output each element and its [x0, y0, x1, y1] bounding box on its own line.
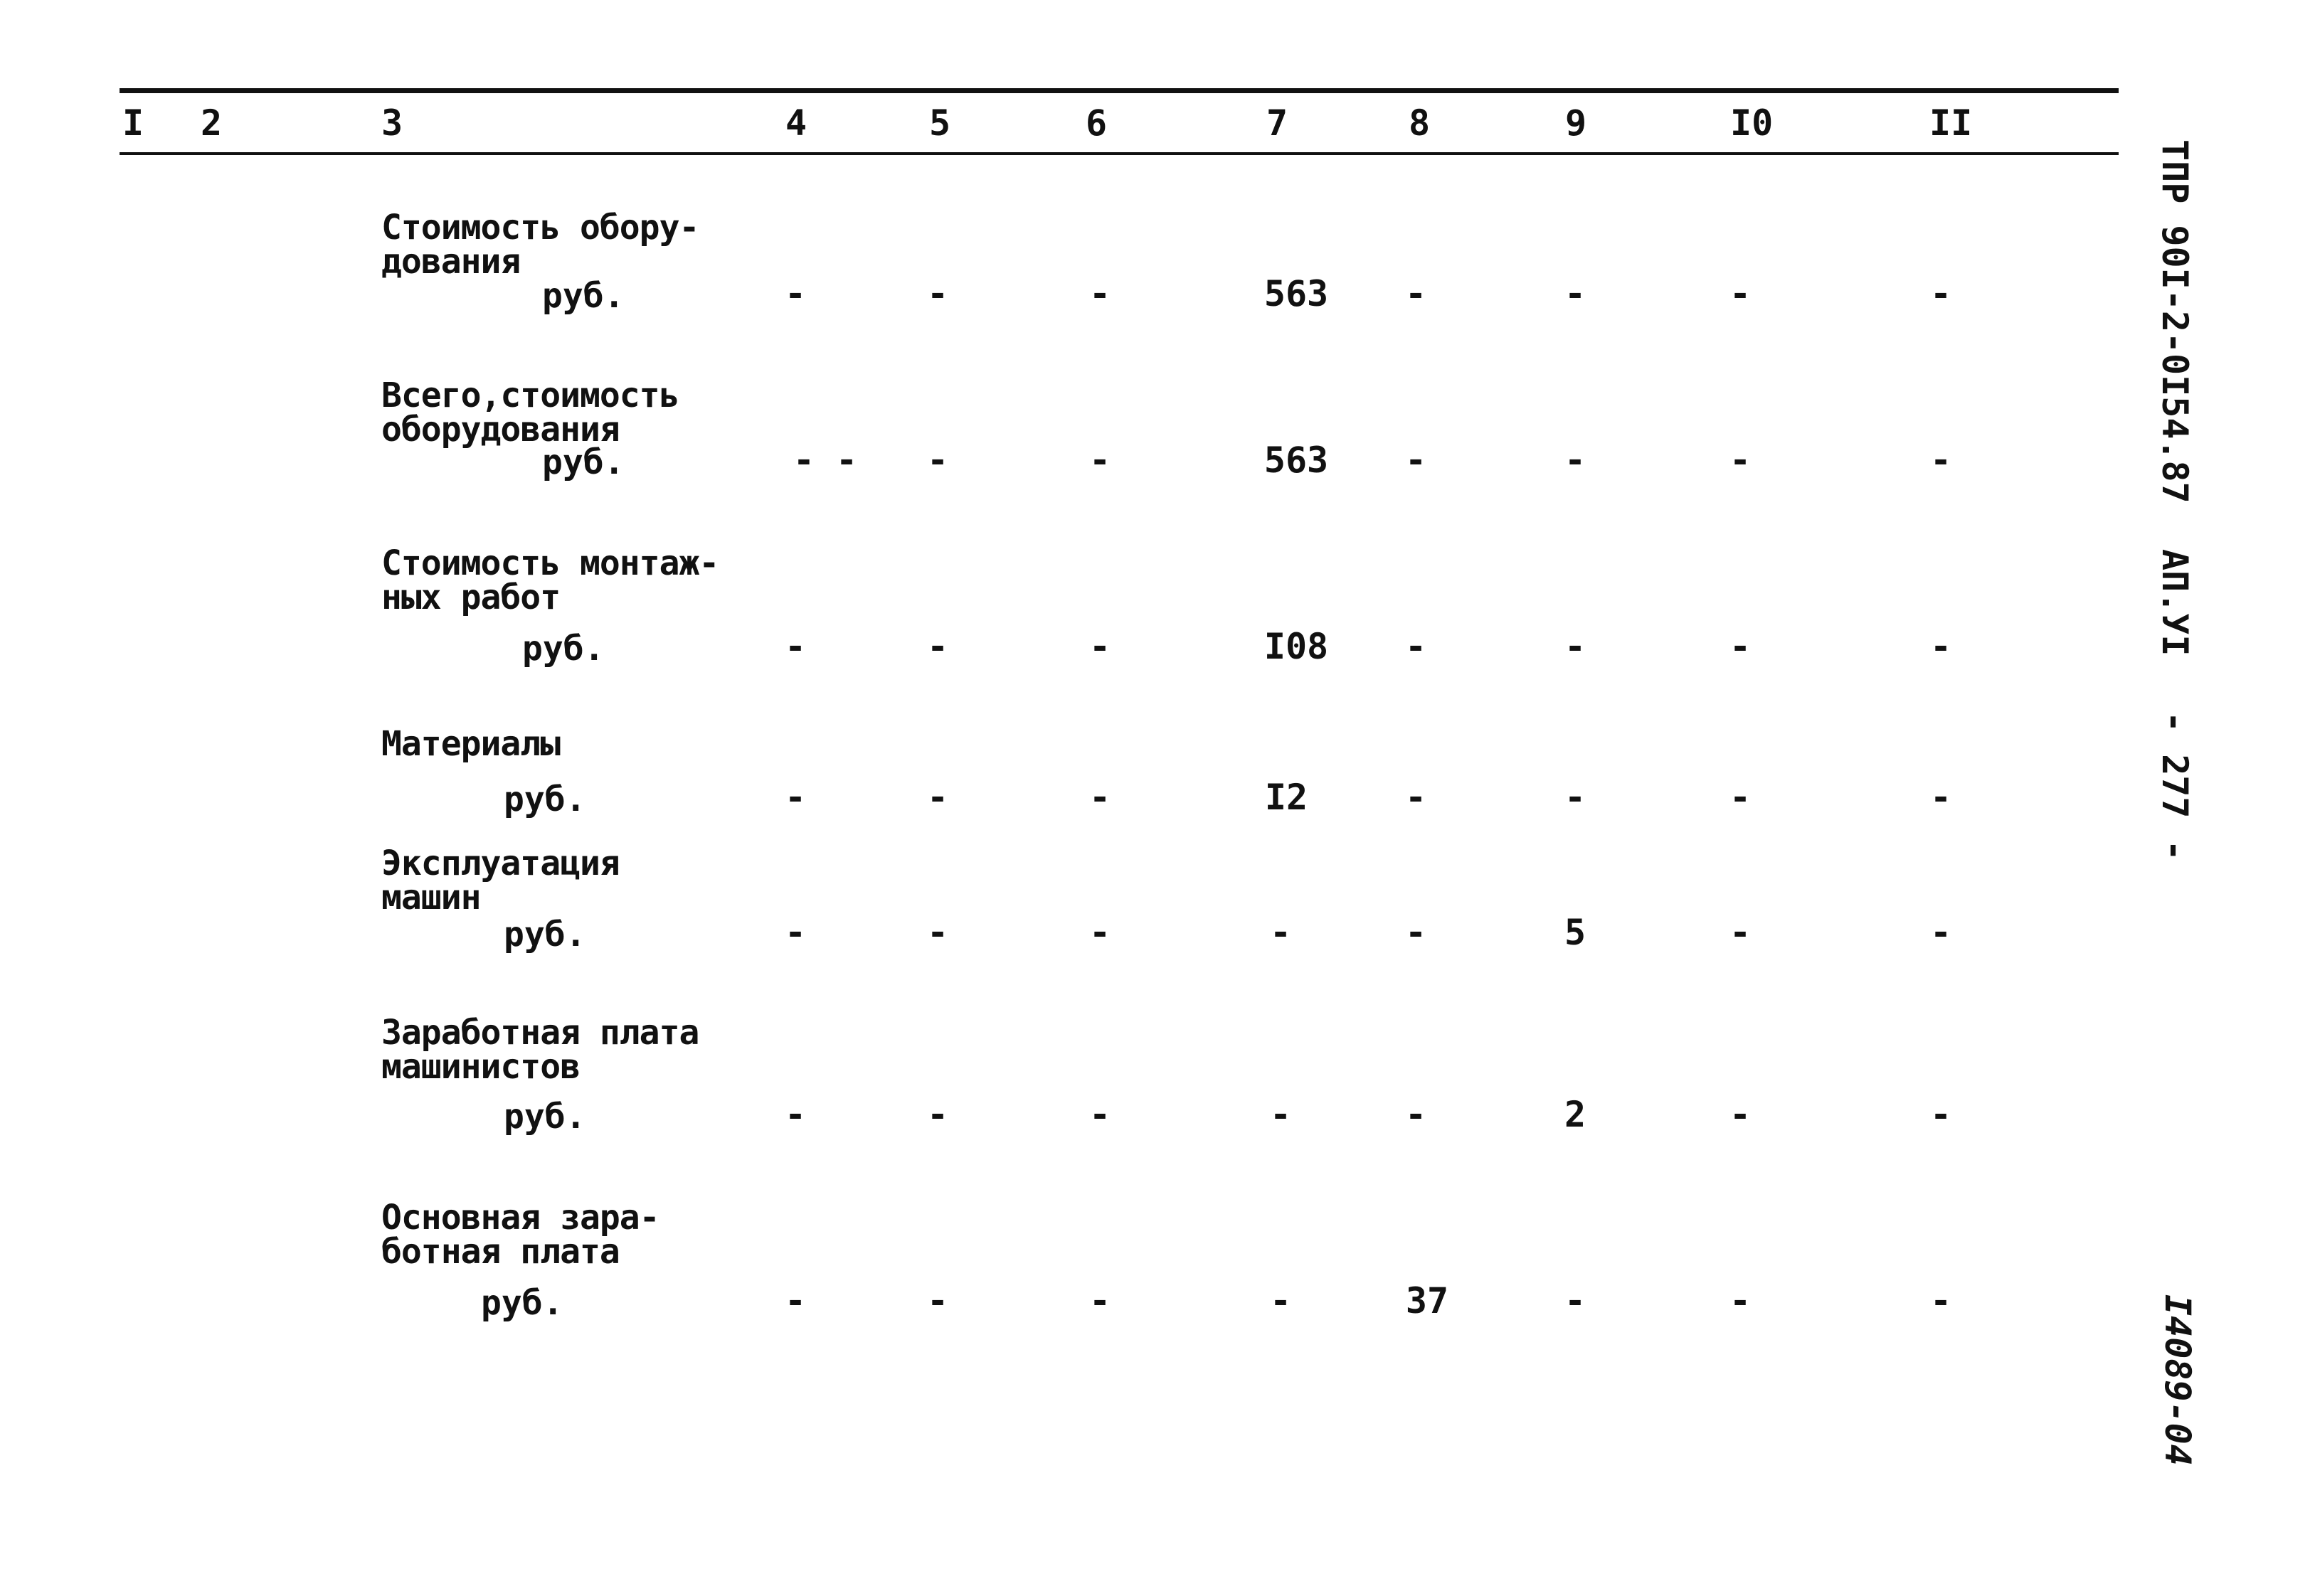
row-cell: -	[1729, 777, 1752, 818]
column-header-5: 5	[929, 102, 951, 144]
row-cell: 563	[1263, 273, 1329, 314]
row-cell: -	[1929, 1094, 1952, 1135]
row-cell: -	[1729, 1094, 1752, 1135]
column-header-3: 3	[381, 102, 403, 144]
table-top-rule	[120, 88, 2119, 93]
row-cell: -	[1269, 1280, 1292, 1321]
row-label: Стоимость обору- дования	[381, 208, 699, 282]
row-cell: -	[1929, 1280, 1952, 1321]
row-cell: -	[784, 912, 807, 953]
row-unit: руб.	[542, 276, 625, 316]
row-cell: -	[1729, 1280, 1752, 1321]
page-number: - 277 -	[2154, 711, 2195, 861]
row-cell: -	[784, 273, 807, 314]
column-header-6: 6	[1086, 102, 1108, 144]
row-cell: -	[1404, 440, 1427, 481]
document-code: ТПР 90I-2-0I54.87	[2154, 139, 2195, 504]
row-label: Материалы	[381, 724, 561, 764]
row-cell: -	[1088, 777, 1111, 818]
row-label: Основная зара- ботная плата	[381, 1198, 659, 1272]
row-cell: -	[1088, 1280, 1111, 1321]
row-cell: -	[784, 777, 807, 818]
row-cell: -	[1729, 273, 1752, 314]
row-cell: -	[1564, 777, 1586, 818]
row-cell: -	[1929, 273, 1952, 314]
column-header-8: 8	[1409, 102, 1431, 144]
row-cell: 2	[1564, 1094, 1586, 1135]
row-cell: -	[1929, 777, 1952, 818]
row-unit: руб.	[522, 629, 605, 669]
row-label: Эксплуатация машин	[381, 844, 620, 917]
row-cell: - -	[793, 440, 858, 481]
row-cell: -	[926, 912, 949, 953]
row-cell: -	[926, 273, 949, 314]
row-cell: -	[1729, 440, 1752, 481]
row-cell: -	[926, 1094, 949, 1135]
row-unit: руб.	[504, 1097, 586, 1137]
row-cell: I08	[1263, 626, 1329, 667]
row-cell: -	[1088, 1094, 1111, 1135]
row-cell: -	[1088, 440, 1111, 481]
row-cell: -	[1564, 440, 1586, 481]
column-header-7: 7	[1266, 102, 1288, 144]
row-cell: -	[1404, 912, 1427, 953]
row-cell: -	[1729, 912, 1752, 953]
album-number: АП.УI	[2154, 549, 2195, 656]
row-unit: руб.	[504, 780, 586, 819]
row-cell: -	[1564, 1280, 1586, 1321]
column-header-10: I0	[1730, 102, 1774, 144]
row-cell: -	[1929, 912, 1952, 953]
row-cell: -	[1404, 273, 1427, 314]
row-label: Стоимость монтаж- ных работ	[381, 543, 719, 617]
row-cell: -	[1929, 440, 1952, 481]
row-cell: -	[926, 777, 949, 818]
row-cell: -	[1088, 912, 1111, 953]
row-cell: -	[1564, 273, 1586, 314]
row-cell: 37	[1405, 1280, 1449, 1321]
row-cell: -	[784, 626, 807, 667]
row-cell: -	[1404, 777, 1427, 818]
row-cell: -	[784, 1094, 807, 1135]
row-unit: руб.	[542, 442, 625, 482]
row-cell: -	[1269, 912, 1292, 953]
row-cell: -	[926, 1280, 949, 1321]
row-cell: -	[1088, 273, 1111, 314]
row-cell: -	[1269, 1094, 1292, 1135]
row-cell: -	[1564, 626, 1586, 667]
column-header-1: I	[122, 102, 144, 144]
table-header-rule	[120, 152, 2119, 155]
column-header-11: II	[1929, 102, 1973, 144]
row-cell: -	[1929, 626, 1952, 667]
row-cell: 5	[1564, 912, 1586, 953]
row-label: Заработная плата машинистов	[381, 1013, 699, 1087]
row-cell: -	[1729, 626, 1752, 667]
row-cell: 563	[1263, 440, 1329, 481]
row-cell: -	[1088, 626, 1111, 667]
inventory-number: I4089-04	[2157, 1294, 2198, 1466]
row-cell: -	[926, 626, 949, 667]
row-unit: руб.	[504, 915, 586, 954]
row-cell: I2	[1264, 777, 1308, 818]
row-label: Всего,стоимость оборудования	[381, 376, 679, 449]
column-header-9: 9	[1565, 102, 1587, 144]
row-unit: руб.	[481, 1283, 563, 1323]
row-cell: -	[1404, 1094, 1427, 1135]
row-cell: -	[784, 1280, 807, 1321]
row-cell: -	[926, 440, 949, 481]
row-cell: -	[1404, 626, 1427, 667]
column-header-2: 2	[201, 102, 223, 144]
column-header-4: 4	[785, 102, 807, 144]
